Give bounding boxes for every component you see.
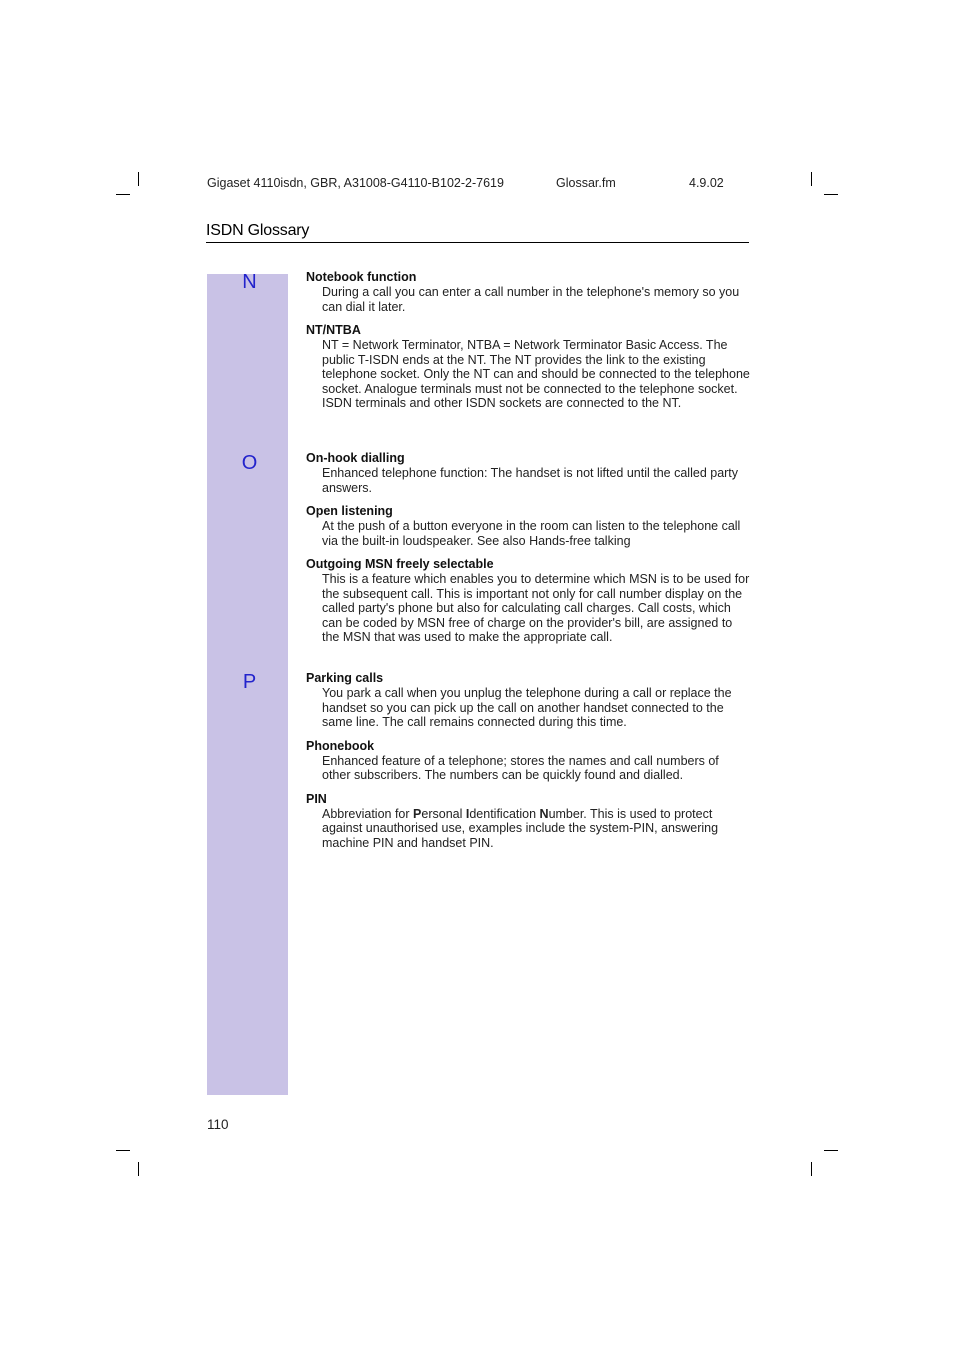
glossary-entry (306, 739, 750, 783)
definition-part-bold: N (539, 806, 549, 821)
document-date: 4.9.02 (689, 176, 724, 190)
glossary-term: Parking calls (306, 671, 384, 685)
crop-mark (811, 172, 812, 186)
definition-part-bold: P (413, 806, 422, 821)
definition-part: Abbreviation for (322, 806, 414, 821)
glossary-definition: This is a feature which enables you to determine which MSN is to be used for the subsequent call. This is important not only for call number display on the called party's phone but also for calculating call charges. Call costs, which can be coded by MSN free of charge on the provider's bill, are assigned to the MSN that was used to make the appropriate call. (322, 572, 750, 644)
glossary-term: NT/NTBA (306, 323, 361, 337)
page-number: 110 (207, 1117, 229, 1132)
glossary-entry (306, 323, 750, 411)
sidebar-letter-o: O (241, 452, 258, 474)
definition-part: umber. This is used to protect against unauthorised use, examples include the system-PIN, answering machine PIN and handset PIN. (322, 806, 719, 850)
glossary-entry (306, 504, 750, 548)
glossary-definition: Enhanced feature of a telephone; stores the names and call numbers of other subscribers. The numbers can be quickly found and dialled. (322, 753, 719, 782)
glossary-definition: Enhanced telephone function: The handset is not lifted until the called party answers. (322, 466, 739, 495)
glossary-entry (306, 671, 750, 730)
glossary-entry (306, 792, 750, 851)
definition-part-bold: I (465, 806, 470, 821)
glossary-definition: You park a call when you unplug the telephone during a call or replace the handset so you can pick up the call on another handset connected to the same line. The call remains connected during this time. (322, 686, 732, 729)
glossary-definition: During a call you can enter a call number in the telephone's memory so you can dial it later. (322, 285, 740, 314)
glossary-definition (306, 807, 750, 851)
crop-mark (138, 172, 139, 186)
glossary-definition: NT = Network Terminator, NTBA = Network Terminator Basic Access. The public T-ISDN ends at the NT. The NT provides the link to the existing telephone socket. Only the NT can and should be connected to the telephone socket. Analogue terminals must not be connected to the telephone socket. ISDN terminals and other ISDN sockets are connected to the NT. (322, 338, 750, 410)
glossary-term: On-hook dialling (306, 451, 405, 465)
definition-part: ersonal (421, 806, 466, 821)
crop-mark (116, 1150, 130, 1151)
glossary-definition: At the push of a button everyone in the room can listen to the telephone call via the built-in loudspeaker. See also Hands-free talking (322, 519, 741, 548)
glossary-group-n (306, 270, 750, 451)
document-id: Gigaset 4110isdn, GBR, A31008-G4110-B102-2-7619 (207, 176, 504, 190)
glossary-term: Open listening (306, 504, 393, 518)
glossary-content (306, 270, 750, 859)
glossary-entry (306, 557, 750, 645)
crop-mark (811, 1162, 812, 1176)
glossary-term: PIN (306, 791, 327, 806)
sidebar-letter-p: P (242, 671, 257, 693)
crop-mark (824, 194, 838, 195)
section-divider (206, 242, 749, 243)
definition-part: dentification (469, 806, 540, 821)
glossary-group-o (306, 451, 750, 671)
glossary-term: Notebook function (306, 270, 417, 284)
crop-mark (824, 1150, 838, 1151)
glossary-term: Outgoing MSN freely selectable (306, 557, 494, 571)
glossary-entry (306, 270, 750, 314)
glossary-group-p (306, 671, 750, 850)
crop-mark (138, 1162, 139, 1176)
file-name: Glossar.fm (556, 176, 616, 190)
sidebar-letter-n: N (242, 271, 257, 293)
section-title: ISDN Glossary (206, 222, 310, 239)
glossary-term: Phonebook (306, 738, 375, 753)
crop-mark (116, 194, 130, 195)
alphabet-sidebar (207, 271, 288, 1095)
glossary-entry (306, 451, 750, 495)
